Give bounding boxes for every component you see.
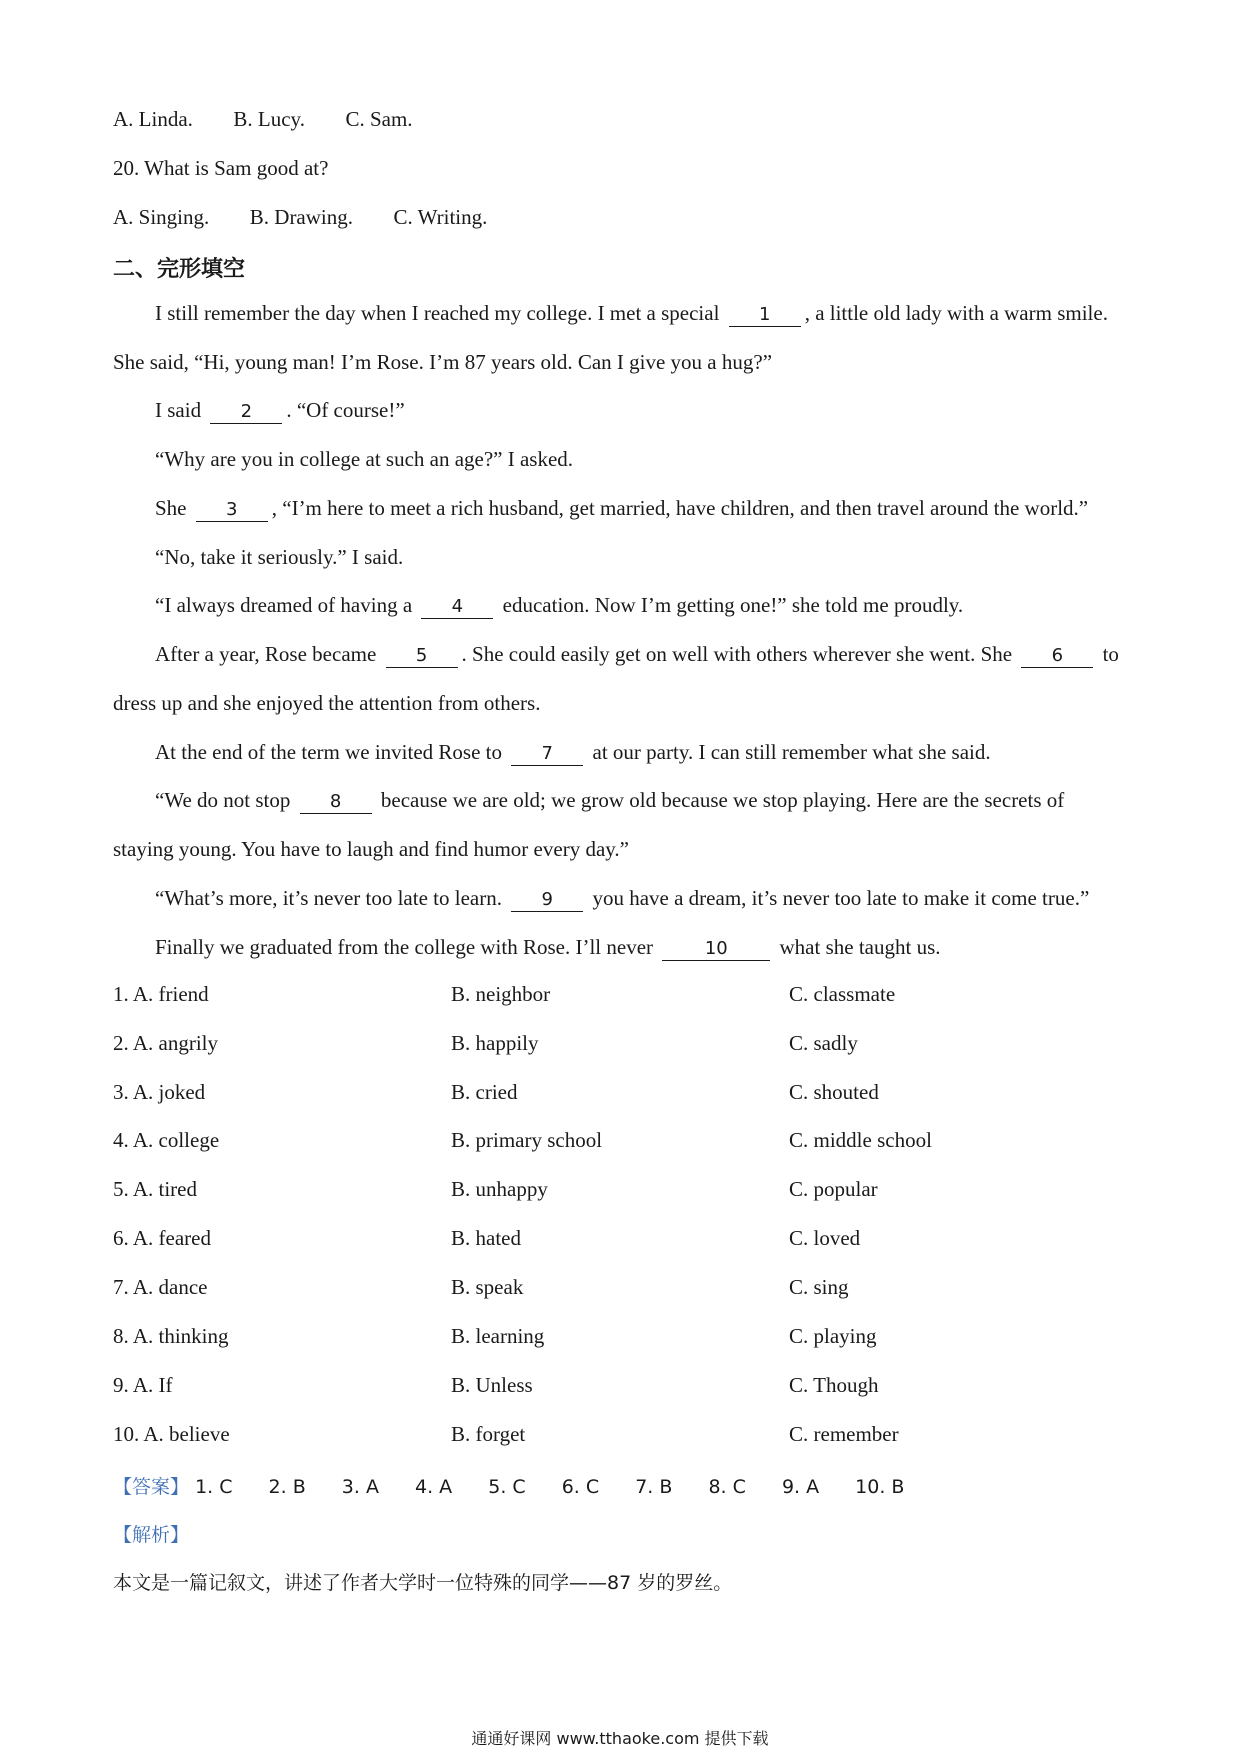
option-c: C. middle school: [789, 1128, 932, 1152]
option-b: B. Drawing.: [249, 205, 354, 229]
option-c: C. Though: [789, 1373, 879, 1397]
option-a: 7. A. dance: [113, 1275, 208, 1299]
option-b: B. cried: [451, 1080, 518, 1104]
passage-text: I said: [155, 398, 202, 422]
option-a: 10. A. believe: [113, 1422, 230, 1446]
blank-7: 7: [511, 743, 583, 766]
passage-text: , “I’m here to meet a rich husband, get married, have children, and then travel around the world.”: [271, 496, 1089, 520]
passage-text: at our party. I can still remember what she said.: [592, 740, 991, 764]
q19-options: [113, 105, 413, 133]
passage-line: dress up and she enjoyed the attention from others.: [113, 691, 541, 715]
option-row: [113, 982, 1113, 1010]
blank-8: 8: [300, 791, 372, 814]
passage-line: [155, 494, 1088, 522]
option-b: B. Unless: [451, 1373, 533, 1397]
answer-item: 10. B: [855, 1476, 905, 1498]
passage-text: education. Now I’m getting one!” she told me proudly.: [502, 593, 964, 617]
blank-10: 10: [662, 938, 770, 961]
option-a: 2. A. angrily: [113, 1031, 218, 1055]
passage-text: . “Of course!”: [286, 398, 405, 422]
option-a: 9. A. If: [113, 1373, 173, 1397]
option-row: [113, 1373, 1113, 1401]
passage-line: [155, 396, 405, 424]
option-c: C. popular: [789, 1177, 878, 1201]
passage-line: [155, 933, 941, 961]
option-a: A. Singing.: [113, 205, 210, 229]
blank-9: 9: [511, 889, 583, 912]
answer-item: 4. A: [415, 1476, 453, 1498]
option-c: C. Writing.: [393, 205, 488, 229]
passage-text: Finally we graduated from the college with Rose. I’ll never: [155, 935, 654, 959]
option-a: 8. A. thinking: [113, 1324, 229, 1348]
footer-watermark: 通通好课网 www.tthaoke.com 提供下载: [471, 1729, 769, 1748]
answer-item: 2. B: [268, 1476, 306, 1498]
option-c: C. loved: [789, 1226, 861, 1250]
option-b: B. Lucy.: [233, 107, 305, 131]
passage-line: [155, 591, 963, 619]
passage-text: After a year, Rose became: [155, 642, 377, 666]
q20-options: [113, 203, 487, 231]
option-c: C. remember: [789, 1422, 899, 1446]
option-row: [113, 1177, 1113, 1205]
answer-item: 5. C: [488, 1476, 526, 1498]
blank-6: 6: [1021, 645, 1093, 668]
passage-line: [155, 299, 1108, 327]
blank-2: 2: [210, 401, 282, 424]
option-a: A. Linda.: [113, 107, 193, 131]
passage-line: [155, 738, 991, 766]
option-a: 3. A. joked: [113, 1080, 206, 1104]
option-row: [113, 1422, 1113, 1450]
option-a: 6. A. feared: [113, 1226, 211, 1250]
passage-text: “We do not stop: [155, 788, 291, 812]
option-c: C. Sam.: [345, 107, 413, 131]
answer-item: 9. A: [781, 1476, 820, 1498]
passage-text: , a little old lady with a warm smile.: [804, 301, 1108, 325]
option-row: [113, 1226, 1113, 1254]
q20-question: 20. What is Sam good at?: [113, 156, 329, 180]
passage-line: [155, 884, 1089, 912]
option-b: B. unhappy: [451, 1177, 548, 1201]
option-b: B. hated: [451, 1226, 521, 1250]
option-row: [113, 1031, 1113, 1059]
answer-row: [113, 1472, 934, 1499]
blank-1: 1: [729, 304, 801, 327]
option-c: C. sadly: [789, 1031, 858, 1055]
passage-text: to: [1102, 642, 1119, 666]
option-b: B. learning: [451, 1324, 545, 1348]
passage-text: what she taught us.: [779, 935, 941, 959]
passage-text: you have a dream, it’s never too late to make it come true.”: [592, 886, 1090, 910]
answer-item: 3. A: [341, 1476, 379, 1498]
option-b: B. speak: [451, 1275, 524, 1299]
passage-line: “Why are you in college at such an age?” I asked.: [155, 447, 574, 471]
option-c: C. shouted: [789, 1080, 879, 1104]
blank-3: 3: [196, 499, 268, 522]
passage-line: staying young. You have to laugh and find humor every day.”: [113, 837, 629, 861]
option-a: 4. A. college: [113, 1128, 220, 1152]
answer-item: 6. C: [561, 1476, 600, 1498]
answer-item: 8. C: [708, 1476, 746, 1498]
option-b: B. primary school: [451, 1128, 603, 1152]
option-row: [113, 1128, 1113, 1156]
passage-line: [155, 786, 1064, 814]
option-b: B. forget: [451, 1422, 526, 1446]
answer-item: 7. B: [635, 1476, 673, 1498]
blank-5: 5: [386, 645, 458, 668]
passage-line: [155, 640, 1119, 668]
option-a: 1. A. friend: [113, 982, 209, 1006]
analysis-tag: 【解析】: [113, 1524, 190, 1546]
option-row: [113, 1080, 1113, 1108]
blank-4: 4: [421, 596, 493, 619]
passage-text: “What’s more, it’s never too late to learn.: [155, 886, 502, 910]
section-heading: 二、完形填空: [113, 257, 246, 282]
passage-line: “No, take it seriously.” I said.: [155, 545, 404, 569]
passage-text: At the end of the term we invited Rose to: [155, 740, 503, 764]
option-b: B. happily: [451, 1031, 539, 1055]
analysis-text: 本文是一篇记叙文，讲述了作者大学时一位特殊的同学——87 岁的罗丝。: [113, 1572, 733, 1594]
option-c: C. sing: [789, 1275, 849, 1299]
answer-item: 1. C: [195, 1476, 233, 1498]
passage-text: because we are old; we grow old because we stop playing. Here are the secrets of: [380, 788, 1065, 812]
passage-text: . She could easily get on well with others wherever she went. She: [461, 642, 1013, 666]
passage-line: She said, “Hi, young man! I’m Rose. I’m 87 years old. Can I give you a hug?”: [113, 350, 773, 374]
option-row: [113, 1324, 1113, 1352]
option-c: C. classmate: [789, 982, 896, 1006]
option-a: 5. A. tired: [113, 1177, 197, 1201]
option-c: C. playing: [789, 1324, 877, 1348]
passage-text: “I always dreamed of having a: [155, 593, 413, 617]
answer-tag: 【答案】: [113, 1476, 190, 1498]
passage-text: I still remember the day when I reached my college. I met a special: [155, 301, 720, 325]
option-b: B. neighbor: [451, 982, 551, 1006]
passage-text: She: [155, 496, 187, 520]
option-row: [113, 1275, 1113, 1303]
